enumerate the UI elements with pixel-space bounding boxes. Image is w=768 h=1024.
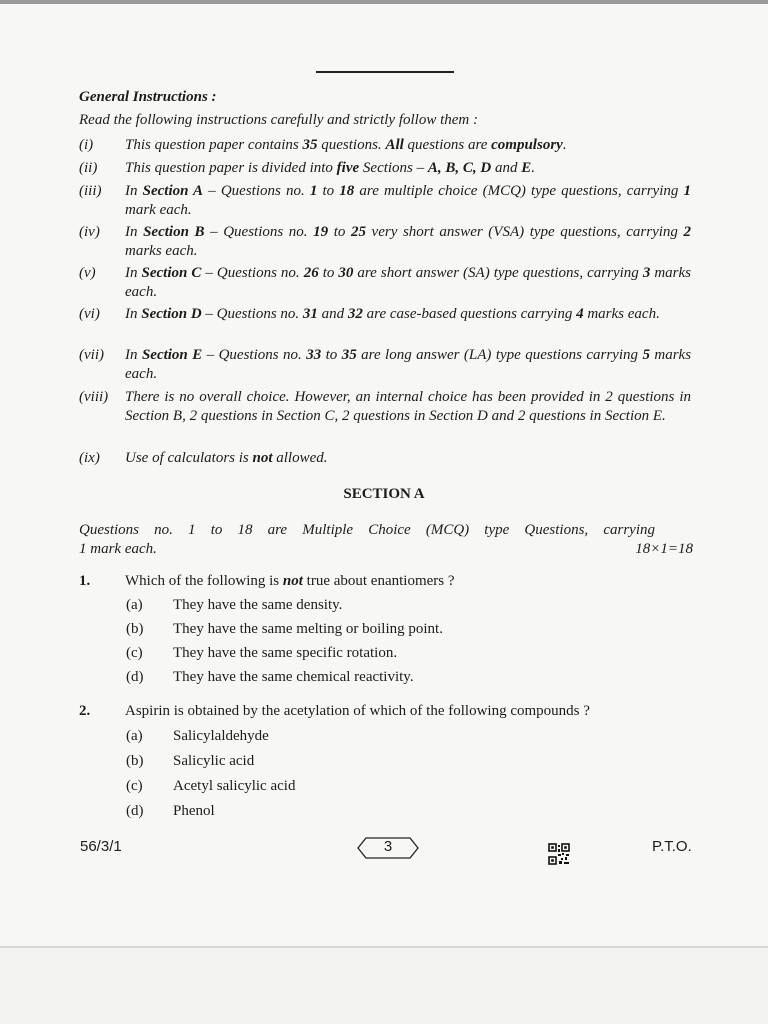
option-text: Acetyl salicylic acid [173,778,296,794]
instruction-number: (viii) [79,389,109,405]
instruction-item [79,449,691,468]
instructions-title: General Instructions : [79,89,217,105]
option-label: (a) [126,728,143,744]
option-text: They have the same chemical reactivity. [173,669,414,685]
instruction-text: There is no overall choice. However, an internal choice has been provided in 2 questions in Section B, 2 questions in Section C, 2 questions in Section D and 2 questions in Section E. [125,389,691,424]
instructions-intro: Read the following instructions carefully and strictly follow them : [79,112,478,128]
instruction-text: In Section A – Questions no. 1 to 18 are multiple choice (MCQ) type questions, carrying 1 mark each. [125,183,691,218]
instruction-item [79,223,691,261]
option-text: Salicylic acid [173,753,255,769]
paper-code: 56/3/1 [80,838,122,855]
page-number: 3 [383,838,393,855]
instruction-item [79,305,691,324]
section-marks: 18×1=18 [635,541,693,557]
instruction-number: (i) [79,137,94,153]
page-number-badge [356,836,420,860]
option-label: (b) [126,621,144,637]
option-text: They have the same melting or boiling point. [173,621,443,637]
instruction-item [79,346,691,384]
section-intro-line-1: Questions no. 1 to 18 are Multiple Choice (MCQ) type Questions, carrying [79,522,655,538]
instruction-text: In Section D – Questions no. 31 and 32 are case-based questions carrying 4 marks each. [125,306,660,322]
instruction-number: (iii) [79,183,102,199]
instruction-text: This question paper contains 35 questions. All questions are compulsory. [125,137,567,153]
option-label: (d) [126,669,144,685]
option-text: They have the same density. [173,597,343,613]
instruction-text: In Section B – Questions no. 19 to 25 very short answer (VSA) type questions, carrying 2 marks each. [125,224,692,259]
top-rule [316,71,454,73]
question-text: Aspirin is obtained by the acetylation of which of the following compounds ? [125,703,590,719]
instruction-text: In Section E – Questions no. 33 to 35 are long answer (LA) type questions carrying 5 marks each. [125,347,692,382]
question-text: Which of the following is not true about enantiomers ? [125,573,455,589]
qr-code-icon [548,843,570,865]
instruction-number: (ii) [79,160,98,176]
question-number: 2. [79,703,91,719]
instruction-number: (vii) [79,347,104,363]
instruction-text: Use of calculators is not allowed. [125,450,328,466]
question-number: 1. [79,573,91,589]
instruction-number: (ix) [79,450,100,466]
option-text: Phenol [173,803,215,819]
instruction-item [79,264,691,302]
instruction-item [79,388,691,426]
instruction-number: (v) [79,265,96,281]
instruction-text: In Section C – Questions no. 26 to 30 are short answer (SA) type questions, carrying 3 marks each. [125,265,692,300]
please-turn-over: P.T.O. [652,838,692,855]
instruction-item [79,159,691,178]
option-label: (c) [126,778,143,794]
option-label: (d) [126,803,144,819]
option-label: (c) [126,645,143,661]
option-label: (a) [126,597,143,613]
option-text: Salicylaldehyde [173,728,269,744]
instruction-item [79,182,691,220]
instruction-text: This question paper is divided into five Sections – A, B, C, D and E. [125,160,536,176]
sheet-edge [0,946,768,948]
instruction-number: (vi) [79,306,100,322]
section-intro-line-2: 1 mark each. [79,541,157,557]
option-text: They have the same specific rotation. [173,645,398,661]
section-heading: SECTION A [343,486,425,502]
instruction-number: (iv) [79,224,100,240]
option-label: (b) [126,753,144,769]
instruction-item [79,136,691,155]
section-intro [79,521,693,559]
